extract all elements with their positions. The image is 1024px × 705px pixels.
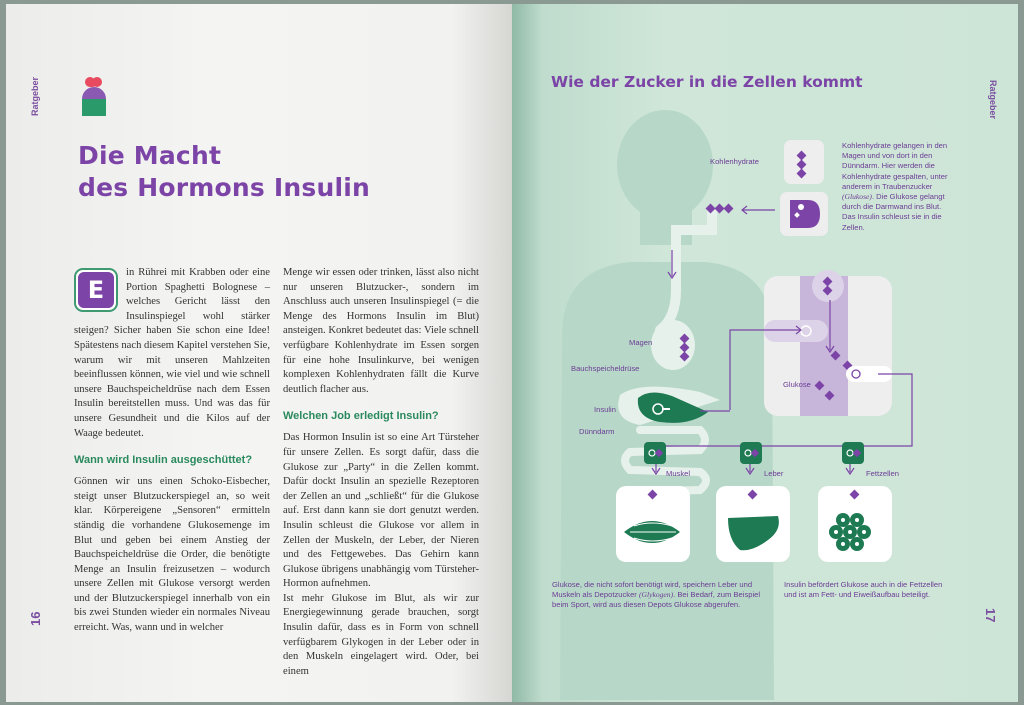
paragraph: Menge wir essen oder trinken, lässt also nicht nur unseren Blutzucker-, sondern im Anschluss auch unseren Insulinspiegel (= die Menge des Hormons Insulin im Blut) ansteigen. Konkret bedeutet das: Viele schnell verfügbare Kohlenhydrate im Essen sorgen für eine hohe Insulinkurve, bei wenigen komplexen Kohlenhydraten fällt die Kurve deutlich flacher aus. <box>283 267 479 395</box>
subheading-2: Welchen Job erledigt Insulin? <box>283 410 439 423</box>
label-leber: Leber <box>764 469 784 478</box>
paragraph: Ist mehr Glukose im Blut, als wir zur Energiegewinnung gerade brauchen, sorgt Insulin dafür, dass es in Form von schnell verfügbarem Glykogen in der Leber oder in den Muskeln eingelagert wird. Oder, bei einem <box>283 592 479 677</box>
label-magen: Magen <box>629 338 653 347</box>
infotext-digestion: Kohlenhydrate gelangen in den Magen und von dort in den Dünndarm. Hier werden die Kohlenhydrate gespalten, unter anderem in Traubenzucker (Glukose). Die Glukose gelangt durch die Darmwand ins Blut. Das Insulin schleust sie in die Zellen. <box>842 141 948 232</box>
infographic-title: Wie der Zucker in die Zellen kommt <box>551 73 863 91</box>
label-glukose: Glukose <box>783 380 811 389</box>
page-number: 17 <box>983 608 998 623</box>
page-number: 16 <box>28 611 43 626</box>
subheading-1: Wann wird Insulin ausgeschüttet? <box>74 454 253 467</box>
section-tag: Ratgeber <box>30 76 40 116</box>
label-duenndarm: Dünndarm <box>579 427 615 436</box>
label-insulin: Insulin <box>594 405 616 414</box>
intro-paragraph: in Rührei mit Krabben oder eine Portion Spaghetti Bolognese – welches Gericht lässt den Insulinspiegel wohl stärker steigen? Sicher haben Sie schon eine Idee! Spätestens nach diesem Kapitel verstehen Sie, warum wir mit unseren Mahlzeiten beeinflussen können, wie viel und wie schnell unsere Bauchspeicheldrüse nach dem Essen Insulin bereitstellen muss. Und was das für unsere Gesundheit und die Kilos auf der Waage bedeutet. <box>74 267 270 439</box>
label-fettzellen: Fettzellen <box>866 469 899 478</box>
label-kohlenhydrate: Kohlenhydrate <box>710 157 759 166</box>
paragraph: Gönnen wir uns einen Schoko-Eisbecher, steigt unser Blutzuckerspiegel an, so weit klar. Körpereigene „Sensoren“ ermitteln ständig die vorhandene Glukosemenge im Blut und geben bei einem Anstieg der Bauchspeicheldrüse die Order, die benötigte Menge an Insulin freizusetzen – wodurch unsere Zellen mit Glukose versorgt werden und der Blutzuckerspiegel innerhalb von ein bis zwei Stunden wieder ein normales Niveau erreicht. Was, wann und in welcher <box>74 476 270 634</box>
label-muskel: Muskel <box>666 469 691 478</box>
section-tag: Ratgeber <box>988 80 998 120</box>
infotext-glycogen: Glukose, die nicht sofort benötigt wird, speichern Leber und Muskeln als Depotzucker (Glykogen). Bei Bedarf, zum Beispiel beim Sport, wird aus diesen Depots Glukose abgerufen. <box>552 580 761 610</box>
label-bauchspeicheldruese: Bauchspeicheldrüse <box>571 364 640 373</box>
page-title: Die Macht des Hormons Insulin <box>78 141 370 202</box>
infotext-fat-cells: Insulin befördert Glukose auch in die Fettzellen und ist am Fett- und Eiweißaufbau beteiligt. <box>784 580 943 600</box>
drop-cap: E <box>74 268 118 312</box>
paragraph: Das Hormon Insulin ist so eine Art Türsteher für unsere Zellen. Es sorgt dafür, dass die Glukose zur „Party“ in die Zellen kommt. Dafür dockt Insulin an spezielle Rezeptoren der Zellen an und „schließt“ für die Glukose auf. Erst dann kann sie dort genutzt werden. Insulin schleust die Glukose vor allem in Zellen der Muskeln, der Leber, der Nieren und des Fettgewebes. Das Gehirn kann Glukose übrigens unabhängig vom Türsteher-Hormon aufnehmen. <box>283 432 479 590</box>
